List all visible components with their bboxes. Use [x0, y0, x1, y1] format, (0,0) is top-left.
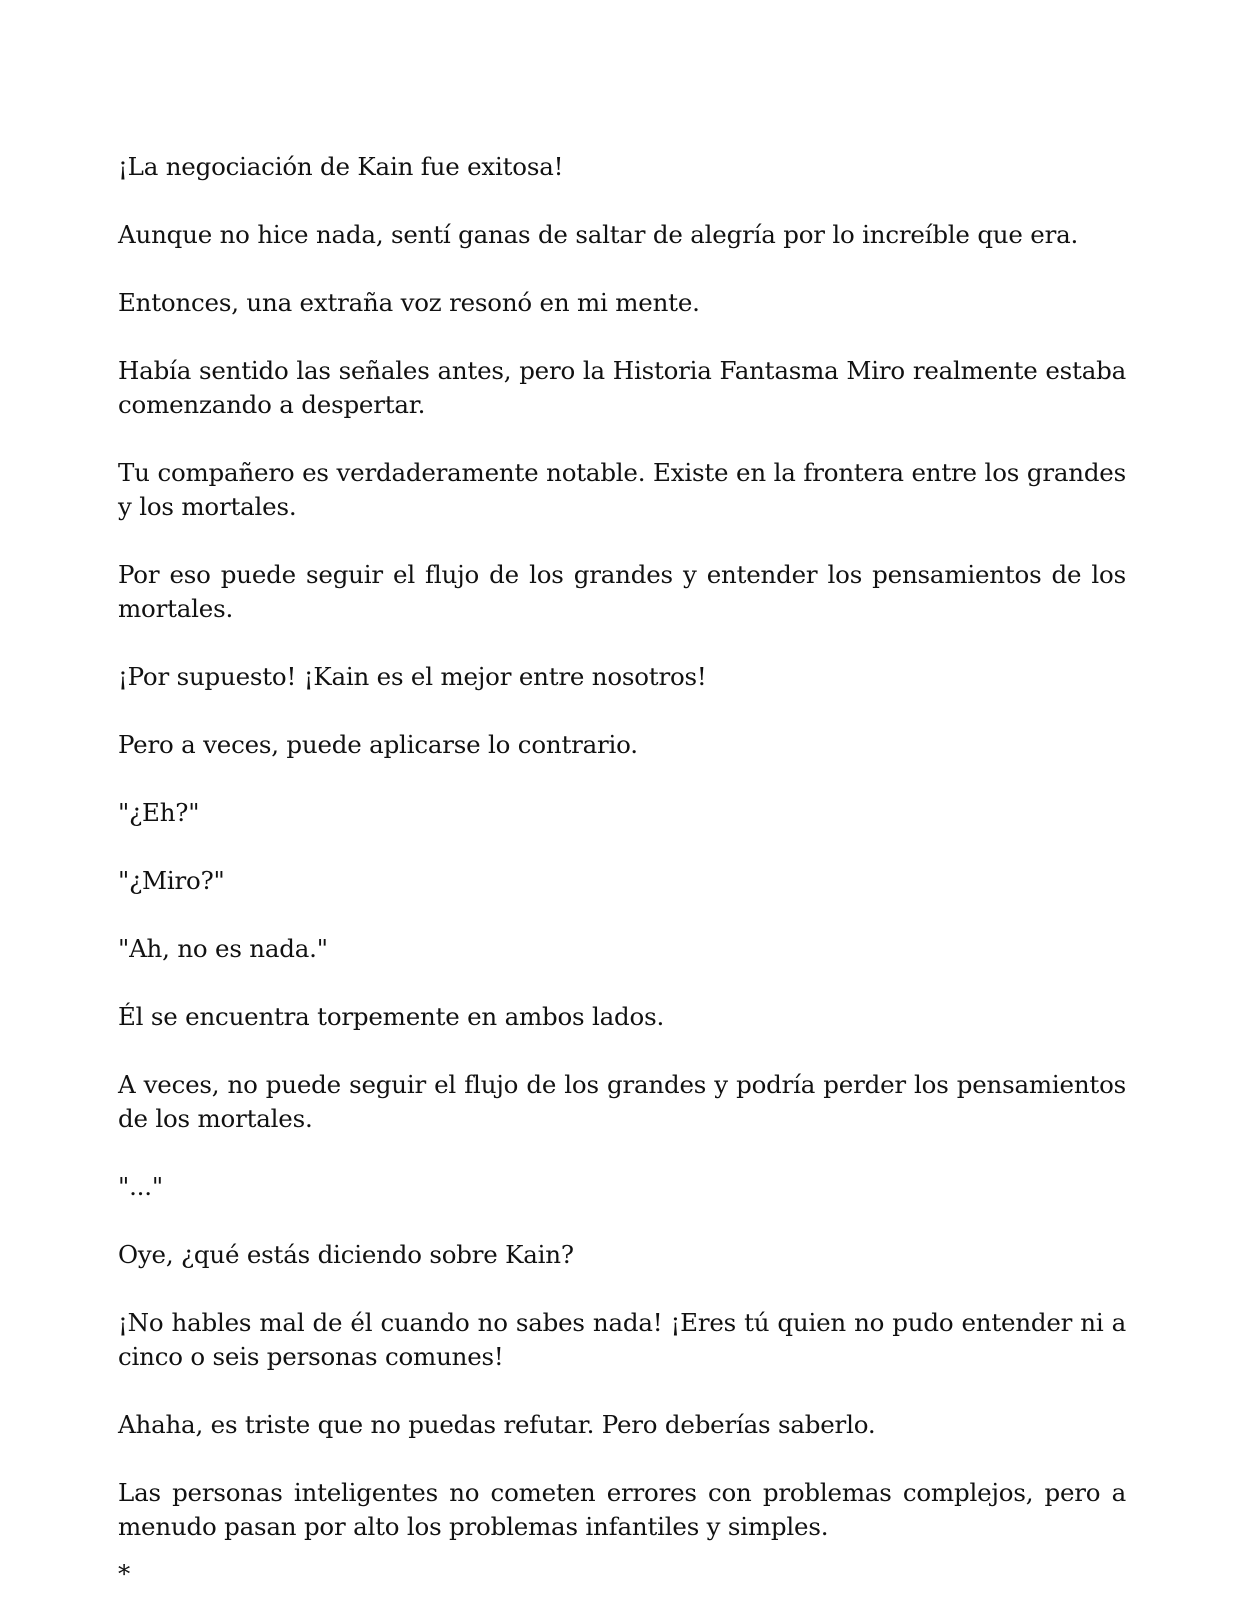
paragraph: Ahaha, es triste que no puedas refutar. Pero deberías saberlo. [118, 1410, 876, 1439]
paragraph: Entonces, una extraña voz resonó en mi mente. [118, 288, 700, 317]
paragraph: Había sentido las señales antes, pero la Historia Fantasma Miro realmente estaba comenzando a despertar. [118, 356, 1126, 419]
paragraph: ¡No hables mal de él cuando no sabes nada! ¡Eres tú quien no pudo entender ni a cinco o seis personas comunes! [118, 1308, 1126, 1371]
paragraph: A veces, no puede seguir el flujo de los grandes y podría perder los pensamientos de los mortales. [118, 1070, 1126, 1133]
paragraph: "..." [118, 1172, 163, 1201]
paragraph: Las personas inteligentes no cometen errores con problemas complejos, pero a menudo pasan por alto los problemas infantiles y simples. [118, 1478, 1126, 1541]
paragraph: Aunque no hice nada, sentí ganas de saltar de alegría por lo increíble que era. [118, 220, 1079, 249]
paragraph: ¡La negociación de Kain fue exitosa! [118, 152, 564, 181]
paragraph: "Ah, no es nada." [118, 934, 328, 963]
paragraph: "¿Miro?" [118, 866, 225, 895]
paragraph: Por eso puede seguir el flujo de los grandes y entender los pensamientos de los mortales. [118, 560, 1126, 623]
paragraph: Tu compañero es verdaderamente notable. Existe en la frontera entre los grandes y los mortales. [118, 458, 1126, 521]
paragraph: Pero a veces, puede aplicarse lo contrario. [118, 730, 638, 759]
paragraph: Oye, ¿qué estás diciendo sobre Kain? [118, 1240, 574, 1269]
paragraph: "¿Eh?" [118, 798, 200, 827]
paragraph: ¡Por supuesto! ¡Kain es el mejor entre nosotros! [118, 662, 707, 691]
paragraph: Él se encuentra torpemente en ambos lados. [118, 1002, 665, 1031]
section-separator: * [118, 1559, 131, 1588]
document-page [118, 150, 1126, 1588]
